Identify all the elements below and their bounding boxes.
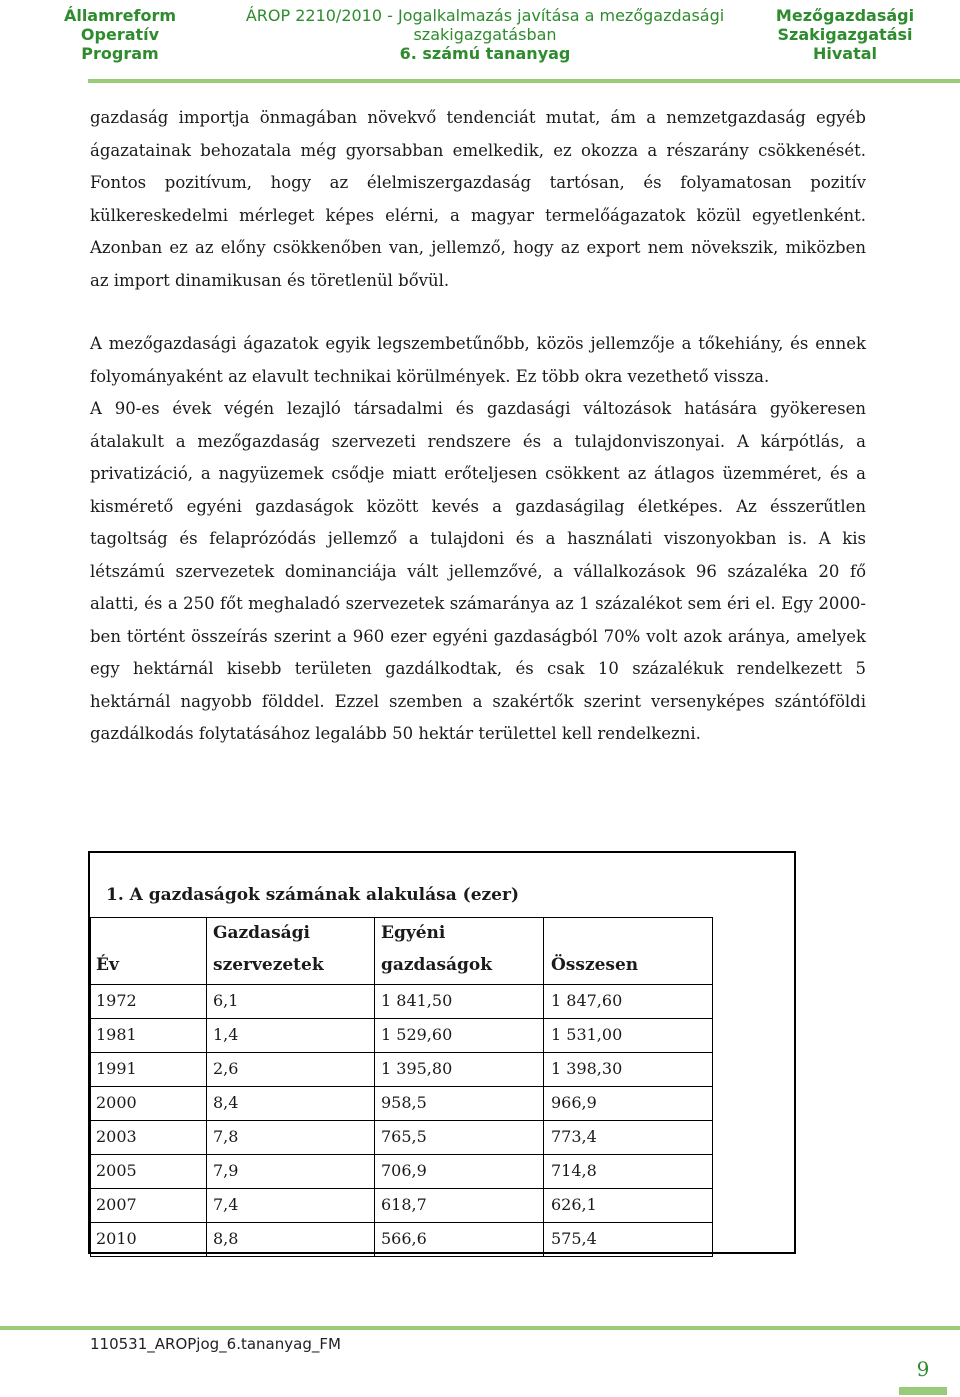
cell-org: 7,9: [213, 1161, 239, 1180]
page-number-bar: [899, 1387, 947, 1395]
paragraph-capital-shortage: A mezőgazdasági ágazatok egyik legszembetűnőbb, közös jellemzője a tőkehiány, és ennek folyományaként az elavult technikai körülmények. Ez több okra vezethető vissza.: [90, 334, 866, 386]
cell-total: 626,1: [551, 1195, 597, 1214]
header-individual-line-2: gazdaságok: [381, 955, 493, 975]
table-vline: [374, 917, 375, 1257]
table-hline: [90, 1120, 712, 1121]
header-left-line-2: Operatív: [80, 25, 160, 44]
cell-org: 8,4: [213, 1093, 239, 1112]
header-org-line-1: Gazdasági: [213, 923, 311, 943]
cell-org: 6,1: [213, 991, 239, 1010]
table-hline: [90, 1052, 712, 1053]
page-header: [0, 0, 960, 84]
table-hline: [90, 1222, 712, 1223]
paragraph-block-2: [90, 328, 866, 751]
header-individual-line-1: Egyéni: [381, 923, 446, 943]
header-divider: [88, 79, 960, 83]
table-hline: [90, 917, 712, 918]
cell-total: 1 398,30: [551, 1059, 623, 1078]
cell-individual: 1 529,60: [381, 1025, 453, 1044]
table-hline: [90, 1018, 712, 1019]
cell-total: 575,4: [551, 1229, 597, 1248]
cell-year: 2003: [96, 1127, 137, 1146]
footer-divider: [0, 1326, 960, 1330]
table-hline: [90, 1154, 712, 1155]
cell-individual: 706,9: [381, 1161, 427, 1180]
cell-individual: 618,7: [381, 1195, 427, 1214]
header-left-line-3: Program: [81, 44, 159, 63]
footer-doc-id: 110531_AROPjog_6.tananyag_FM: [90, 1335, 341, 1353]
table-title: 1. A gazdaságok számának alakulása (ezer): [106, 885, 519, 905]
cell-year: 2010: [96, 1229, 137, 1248]
header-left-line-1: Államreform: [63, 6, 177, 25]
paragraph-import: gazdaság importja önmagában növekvő tendenciát mutat, ám a nemzetgazdaság egyéb ágazatainak behozatala még gyorsabban emelkedik, ez okozza a részarány csökkenését. Fontos pozitívum, hogy az élelmiszergazdaság tartósan, és folyamatosan pozitív külkereskedelmi mérleget képes elérni, a magyar termelőágazatok közül egyetlenként. Azonban ez az előny csökkenőben van, jellemző, hogy az export nem növekszik, miközben az import dinamikusan és töretlenül bővül.: [90, 108, 866, 290]
cell-year: 1981: [96, 1025, 137, 1044]
header-right-line-2: Szakigazgatási: [777, 25, 913, 44]
header-middle-line-2: szakigazgatásban: [413, 25, 557, 44]
header-right: [765, 6, 925, 63]
cell-total: 773,4: [551, 1127, 597, 1146]
farm-count-table: [88, 851, 796, 1254]
header-right-line-3: Hivatal: [812, 44, 878, 63]
cell-individual: 1 841,50: [381, 991, 453, 1010]
header-left: [45, 6, 195, 63]
cell-year: 1991: [96, 1059, 137, 1078]
table-hline: [90, 1256, 712, 1257]
cell-total: 966,9: [551, 1093, 597, 1112]
cell-org: 1,4: [213, 1025, 239, 1044]
header-middle-line-1: ÁROP 2210/2010 - Jogalkalmazás javítása a mezőgazdasági: [245, 6, 725, 25]
header-middle: [235, 6, 735, 63]
header-org-line-2: szervezetek: [213, 955, 324, 975]
cell-org: 7,8: [213, 1127, 239, 1146]
cell-year: 2000: [96, 1093, 137, 1112]
header-year: Év: [96, 955, 119, 975]
header-total: Összesen: [551, 955, 639, 975]
table-vline: [543, 917, 544, 1257]
header-middle-subtitle: 6. számú tananyag: [399, 44, 571, 63]
cell-year: 2007: [96, 1195, 137, 1214]
cell-total: 714,8: [551, 1161, 597, 1180]
cell-individual: 566,6: [381, 1229, 427, 1248]
table-hline: [90, 1086, 712, 1087]
cell-org: 2,6: [213, 1059, 239, 1078]
cell-year: 2005: [96, 1161, 137, 1180]
table-vline: [90, 917, 91, 1257]
page-number: 9: [916, 1357, 930, 1381]
paragraph-block-1: [90, 102, 866, 297]
cell-org: 8,8: [213, 1229, 239, 1248]
header-right-line-1: Mezőgazdasági: [775, 6, 915, 25]
cell-individual: 958,5: [381, 1093, 427, 1112]
cell-individual: 765,5: [381, 1127, 427, 1146]
paragraph-structural-change: A 90-es évek végén lezajló társadalmi és gazdasági változások hatására gyökeresen átalakult a mezőgazdaság szervezeti rendszere és a tulajdonviszonyai. A kárpótlás, a privatizáció, a nagyüzemek csődje miatt erőteljesen csökkent az átlagos üzemméret, és a kismérető egyéni gazdaságok között kevés a gazdaságilag életképes. Az ésszerűtlen tagoltság és felaprózódás jellemző a tulajdoni és a használati viszonyokban is. A kis létszámú szervezetek dominanciája vált jellemzővé, a vállalkozások 96 százaléka 20 fő alatti, és a 250 főt meghaladó szervezetek számaránya az 1 százalékot sem éri el. Egy 2000-ben történt összeírás szerint a 960 ezer egyéni gazdaságból 70% volt azok aránya, amelyek egy hektárnál kisebb területen gazdálkodtak, és csak 10 százalékuk rendelkezett 5 hektárnál nagyobb földdel. Ezzel szemben a szakértők szerint versenyképes szántóföldi gazdálkodás folytatásához legalább 50 hektár területtel kell rendelkezni.: [90, 399, 866, 743]
cell-total: 1 531,00: [551, 1025, 623, 1044]
table-hline: [90, 984, 712, 985]
table-hline: [90, 1188, 712, 1189]
cell-total: 1 847,60: [551, 991, 623, 1010]
table-vline: [712, 917, 713, 1257]
cell-org: 7,4: [213, 1195, 239, 1214]
table-vline: [206, 917, 207, 1257]
cell-individual: 1 395,80: [381, 1059, 453, 1078]
cell-year: 1972: [96, 991, 137, 1010]
